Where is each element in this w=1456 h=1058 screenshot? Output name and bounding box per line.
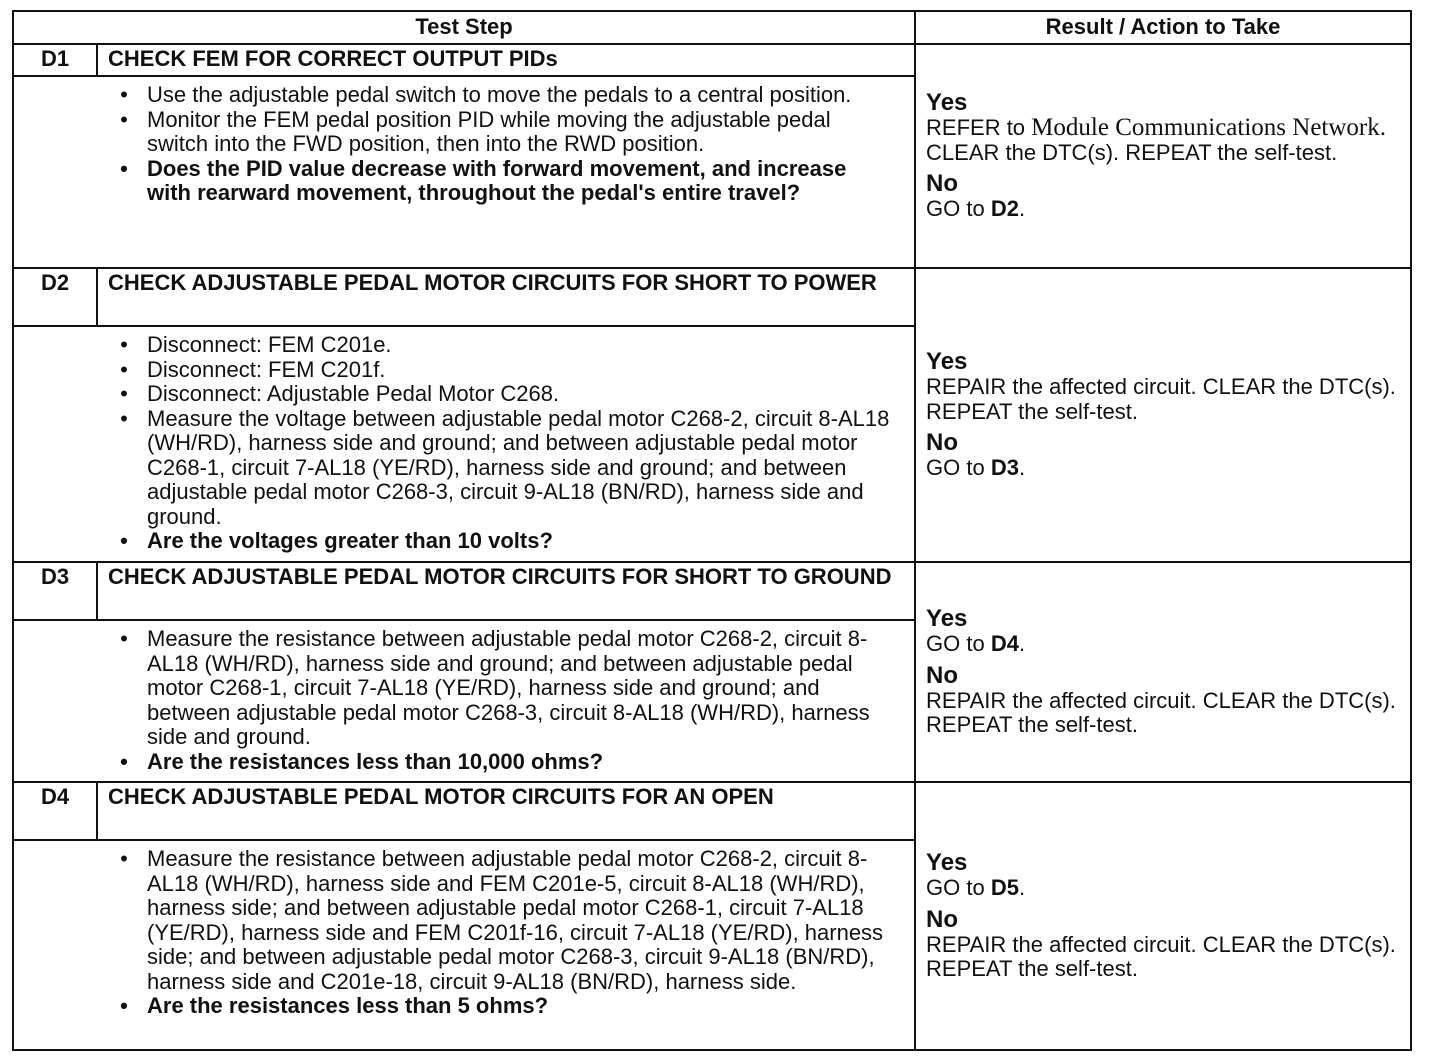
list-item: • Measure the voltage between adjustable pedal motor C268-2, circuit 8-AL18 (WH/RD), harness side and ground; and between adjustable pedal motor C268-1, circuit 7-AL18 (YE/RD), harness side and ground; and between adjustable pedal motor C268-3, circuit 9-AL18 (BN/RD), harness side and ground. [120, 405, 890, 529]
step-d1-no-action: GO to D2. [926, 196, 1026, 222]
step-d1-id: D1 [13, 44, 97, 76]
step-d3-title-row [13, 562, 1411, 620]
step-d1-yes-pre: REFER to [926, 115, 1026, 141]
step-d3-body [97, 620, 915, 782]
pinpoint-test-table [12, 10, 1412, 1051]
diagnostic-table-sheet [12, 10, 1412, 1051]
step-d1-bullets [97, 83, 896, 206]
list-item: • Measure the resistance between adjustable pedal motor C268-2, circuit 8-AL18 (WH/RD), harness side and ground; and between adjustable pedal motor C268-1, circuit 7-AL18 (YE/RD), harness side and ground; and between adjustable pedal motor C268-3, circuit 8-AL18 (WH/RD), harness side and ground. [120, 626, 870, 749]
step-d4-bullets [97, 847, 896, 1019]
step-d3-spacer [13, 620, 97, 782]
step-d3-no-label: No [926, 661, 959, 689]
test-step-header: Test Step [13, 11, 915, 44]
step-d1-no-label: No [926, 170, 959, 198]
step-d1-no-target: D2 [990, 196, 1019, 222]
step-d1-body [97, 76, 915, 268]
step-d3-yes-label: Yes [926, 605, 968, 633]
step-d2-id: D2 [13, 268, 97, 326]
step-d2-yes-action: REPAIR the affected circuit. CLEAR the DTC(s). REPEAT the self-test. [926, 374, 1396, 424]
step-d1-yes-post: CLEAR the DTC(s). REPEAT the self-test. [926, 139, 1338, 165]
step-d3-title: CHECK ADJUSTABLE PEDAL MOTOR CIRCUITS FOR SHORT TO GROUND [97, 562, 915, 620]
list-item: • Measure the resistance between adjustable pedal motor C268-2, circuit 8-AL18 (WH/RD), harness side and FEM C201e-5, circuit 8-AL18 (WH/RD), harness side; and between adjustable pedal motor C268-1, circuit 7-AL18 (YE/RD), harness side and FEM C201f-16, circuit 7-AL18 (YE/RD), harness side; and between adjustable pedal motor C268-3, circuit 9-AL18 (BN/RD), harness side and C201e-18, circuit 9-AL18 (BN/RD), harness side. [120, 846, 884, 994]
step-d2-no-label: No [926, 429, 959, 457]
step-d2-no-target: D3 [990, 455, 1019, 481]
step-d4-no-label: No [926, 905, 959, 933]
step-d1-yes-action [926, 116, 1400, 165]
step-d3-yes-target: D4 [990, 631, 1019, 657]
step-d4-body [97, 840, 915, 1050]
result-action-header: Result / Action to Take [915, 11, 1411, 44]
step-d3-result [915, 562, 1411, 782]
step-d1-yes-label: Yes [926, 89, 968, 117]
step-d4-question: • Are the resistances less than 5 ohms? [120, 993, 549, 1018]
step-d2-title: CHECK ADJUSTABLE PEDAL MOTOR CIRCUITS FOR SHORT TO POWER [97, 268, 915, 326]
step-d2-result [915, 268, 1411, 562]
step-d2-bullets [97, 333, 896, 554]
step-d4-title-row [13, 782, 1411, 840]
step-d1-question: • Does the PID value decrease with forward movement, and increase with rearward movement, throughout the pedal's entire travel? [120, 155, 847, 205]
list-item: • Disconnect: Adjustable Pedal Motor C268. [120, 381, 560, 406]
list-item: • Use the adjustable pedal switch to move the pedals to a central position. [120, 82, 852, 107]
step-d2-spacer [13, 326, 97, 562]
step-d4-id: D4 [13, 782, 97, 840]
list-item: • Disconnect: FEM C201e. [120, 332, 392, 357]
step-d3-no-action: REPAIR the affected circuit. CLEAR the DTC(s). REPEAT the self-test. [926, 687, 1396, 738]
step-d4-spacer [13, 840, 97, 1050]
step-d4-title: CHECK ADJUSTABLE PEDAL MOTOR CIRCUITS FOR AN OPEN [97, 782, 915, 840]
list-item: • Disconnect: FEM C201f. [120, 356, 386, 382]
step-d4-result [915, 782, 1411, 1050]
step-d1-yes-reference: Module Communications Network. [1031, 114, 1386, 142]
step-d4-yes-label: Yes [926, 849, 968, 877]
step-d1-title: CHECK FEM FOR CORRECT OUTPUT PIDs [97, 44, 915, 76]
step-d4-yes-action: GO to D5. [926, 875, 1026, 901]
step-d4-yes-target: D5 [990, 875, 1019, 901]
step-d2-title-row [13, 268, 1411, 326]
step-d2-question: • Are the voltages greater than 10 volts? [120, 528, 553, 553]
list-item: • Monitor the FEM pedal position PID while moving the adjustable pedal switch into the FWD position, then into the RWD position. [120, 106, 831, 156]
step-d1-title-row [13, 44, 1411, 76]
step-d3-yes-action: GO to D4. [926, 631, 1026, 657]
step-d1-spacer [13, 76, 97, 268]
step-d2-body [97, 326, 915, 562]
step-d2-yes-label: Yes [926, 348, 968, 376]
step-d3-id: D3 [13, 562, 97, 620]
table-header-row [13, 11, 1411, 44]
step-d4-no-action: REPAIR the affected circuit. CLEAR the DTC(s). REPEAT the self-test. [926, 931, 1396, 982]
step-d1-result [915, 44, 1411, 268]
step-d2-no-action: GO to D3. [926, 455, 1026, 481]
step-d3-question: • Are the resistances less than 10,000 ohms? [120, 748, 604, 774]
step-d3-bullets [97, 627, 896, 774]
